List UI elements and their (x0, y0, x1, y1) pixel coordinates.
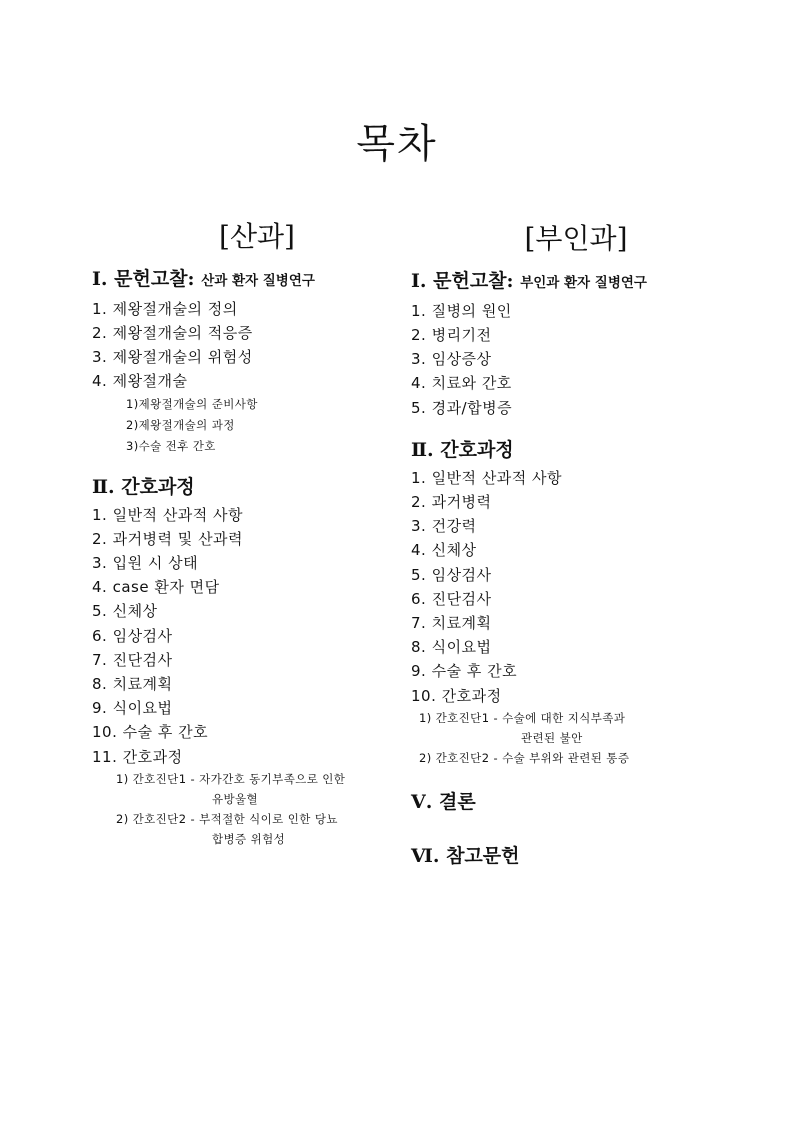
section-number: Ⅰ. 문헌고찰: (411, 269, 514, 292)
column-heading: [부인과] (524, 222, 628, 255)
section-subtitle: 산과 환자 질병연구 (201, 272, 315, 289)
nursing-diagnosis-item (92, 809, 422, 849)
nursing-diagnosis-item (92, 769, 422, 809)
section-heading-literature (92, 267, 422, 293)
section-heading-references: Ⅵ. 참고문헌 (411, 844, 520, 867)
toc-item: 8. 치료계획 (92, 675, 173, 694)
toc-item: 5. 신체상 (92, 602, 158, 621)
toc-item: 2. 병리기전 (411, 326, 492, 344)
page-title: 목차 (356, 121, 438, 167)
section-subtitle: 부인과 환자 질병연구 (520, 274, 647, 291)
toc-item: 3. 제왕절개술의 위험성 (92, 348, 253, 367)
toc-item: 3. 입원 시 상태 (92, 554, 199, 573)
toc-item: 9. 수술 후 간호 (411, 662, 518, 681)
diagnosis-line-continued: 관련된 불안 (521, 730, 583, 745)
toc-item: 10. 수술 후 간호 (92, 723, 209, 742)
diagnosis-line: 2) 간호진단2 - 수술 부위와 관련된 통증 (419, 750, 630, 765)
toc-item: 3. 임상증상 (411, 350, 492, 369)
toc-item: 7. 치료계획 (411, 614, 492, 633)
toc-item: 2. 과거병력 (411, 493, 492, 512)
section-heading-literature (411, 269, 741, 295)
diagnosis-line: 2) 간호진단2 - 부적절한 식이로 인한 당뇨 (116, 811, 338, 826)
toc-item: 8. 식이요법 (411, 638, 492, 657)
toc-item: 1. 일반적 산과적 사항 (92, 505, 244, 524)
toc-subitem: 1)제왕절개술의 준비사항 (126, 396, 258, 411)
toc-item: 2. 과거병력 및 산과력 (92, 529, 244, 548)
toc-item: 7. 진단검사 (92, 650, 173, 669)
section-number: Ⅰ. 문헌고찰: (92, 267, 195, 290)
toc-item: 4. case 환자 면담 (92, 578, 220, 597)
toc-item: 3. 건강력 (411, 517, 477, 536)
section-heading-nursing-process: Ⅱ. 간호과정 (411, 438, 514, 461)
toc-item: 2. 제왕절개술의 적응증 (92, 324, 253, 342)
toc-item: 1. 일반적 산과적 사항 (411, 468, 563, 487)
section-heading-conclusion: Ⅴ. 결론 (411, 790, 476, 813)
diagnosis-line-continued: 유방울혈 (212, 791, 259, 806)
toc-item: 9. 식이요법 (92, 699, 173, 718)
toc-item: 1. 질병의 원인 (411, 301, 512, 320)
diagnosis-line: 1) 간호진단1 - 수술에 대한 지식부족과 (419, 710, 626, 725)
toc-column-gynecology (411, 224, 741, 872)
section-heading-nursing-process: Ⅱ. 간호과정 (92, 475, 195, 498)
column-heading: [산과] (219, 220, 295, 253)
toc-item: 4. 제왕절개술 (92, 372, 188, 391)
nursing-diagnosis-item (411, 748, 741, 768)
toc-item: 6. 진단검사 (411, 589, 492, 608)
toc-subitem: 2)제왕절개술의 과정 (126, 417, 235, 432)
toc-subitem: 3)수술 전후 간호 (126, 438, 216, 453)
toc-item: 11. 간호과정 (92, 747, 183, 766)
nursing-diagnosis-item (411, 708, 741, 748)
toc-item: 6. 임상검사 (92, 626, 173, 645)
toc-item: 5. 임상검사 (411, 565, 492, 584)
toc-item: 1. 제왕절개술의 정의 (92, 299, 238, 318)
toc-column-obstetrics (92, 222, 422, 849)
diagnosis-line: 1) 간호진단1 - 자가간호 동기부족으로 인한 (116, 771, 346, 786)
diagnosis-line-continued: 합병증 위험성 (212, 831, 286, 846)
toc-item: 4. 치료와 간호 (411, 374, 512, 393)
toc-item: 10. 간호과정 (411, 686, 502, 705)
toc-item: 4. 신체상 (411, 541, 477, 560)
toc-item: 5. 경과/합병증 (411, 398, 513, 417)
